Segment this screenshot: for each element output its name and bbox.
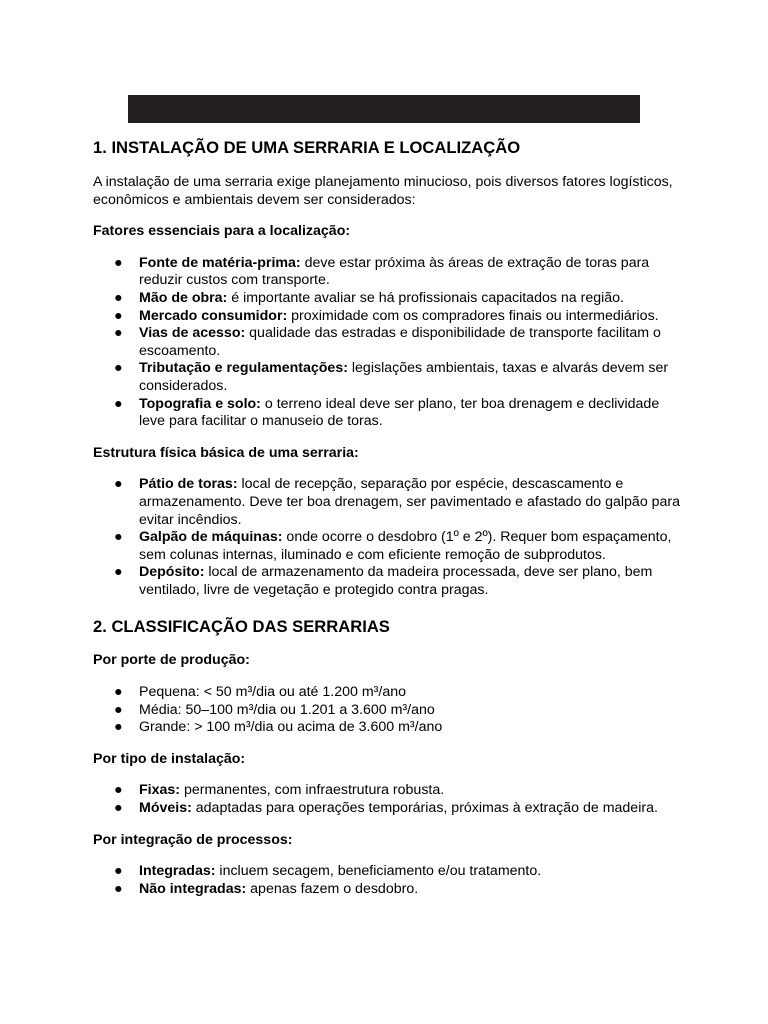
bullet-icon: ● — [114, 880, 123, 897]
bullet-icon: ● — [114, 476, 123, 493]
item-text: local de recepção, separação por espécie, descascamento e armazenamento. Deve ter boa drenagem, ser pavimentado e afastado do galpão para evitar incêndios. — [139, 476, 681, 528]
bullet-icon: ● — [114, 289, 123, 306]
item-text: local de armazenamento da madeira processada, deve ser plano, bem ventilado, livre de vegetação e protegido contra pragas. — [139, 564, 653, 598]
item-text: permanentes, com infraestrutura robusta. — [180, 782, 445, 799]
item-term: Depósito: — [139, 564, 205, 581]
bullet-icon: ● — [114, 360, 123, 377]
list-item — [93, 702, 683, 720]
item-text: incluem secagem, beneficiamento e/ou tratamento. — [215, 863, 542, 880]
item-term: Pátio de toras: — [139, 476, 238, 493]
bullet-icon: ● — [114, 782, 123, 799]
item-text: Média: 50–100 m³/dia ou 1.201 a 3.600 m³/ano — [139, 701, 435, 718]
item-term: Fixas: — [139, 782, 181, 799]
item-text: deve estar próxima às áreas de extração de toras para reduzir custos com transporte. — [139, 254, 650, 289]
bullet-icon: ● — [114, 395, 123, 412]
item-term: Galpão de máquinas: — [139, 529, 283, 546]
integracao-label: Por integração de processos: — [93, 831, 293, 848]
item-text: onde ocorre o desdobro (1º e 2º). Requer bom espaçamento, sem colunas internas, iluminado e com eficiente remoção de subprodutos. — [139, 529, 672, 563]
bullet-icon: ● — [114, 800, 123, 817]
item-term: Integradas: — [139, 863, 216, 880]
bullet-icon: ● — [114, 564, 123, 581]
item-term: Tributação e regulamentações: — [139, 360, 348, 377]
item-term: Mão de obra: — [139, 289, 228, 306]
fatores-list — [93, 255, 683, 431]
document-content — [93, 138, 683, 898]
item-term: Mercado consumidor: — [139, 307, 288, 324]
list-item — [93, 800, 683, 818]
tipo-list — [93, 782, 683, 817]
bullet-icon: ● — [114, 684, 123, 701]
item-text: legislações ambientais, taxas e alvarás devem ser considerados. — [139, 360, 669, 394]
list-item — [93, 719, 683, 737]
estrutura-list — [93, 476, 683, 599]
list-item — [93, 308, 683, 326]
item-text: Grande: > 100 m³/dia ou acima de 3.600 m³/ano — [139, 719, 443, 736]
bullet-icon: ● — [114, 719, 123, 736]
tipo-label: Por tipo de instalação: — [93, 750, 246, 767]
item-text: o terreno ideal deve ser plano, ter boa drenagem e declividade leve para facilitar o manuseio de toras. — [139, 395, 660, 430]
porte-label: Por porte de produção: — [93, 652, 250, 669]
bullet-icon: ● — [114, 701, 123, 718]
list-item — [93, 396, 683, 431]
integracao-list — [93, 863, 683, 898]
item-text: qualidade das estradas e disponibilidade de transporte facilitam o escoamento. — [139, 325, 661, 359]
section1-title: 1. INSTALAÇÃO DE UMA SERRARIA E LOCALIZAÇÃO — [93, 138, 521, 157]
list-item — [93, 325, 683, 360]
item-text: é importante avaliar se há profissionais capacitados na região. — [227, 289, 624, 306]
section2-title: 2. CLASSIFICAÇÃO DAS SERRARIAS — [93, 617, 390, 637]
porte-list — [93, 684, 683, 737]
item-term: Vias de acesso: — [139, 325, 246, 342]
item-term: Móveis: — [139, 800, 192, 817]
item-term: Não integradas: — [139, 880, 247, 897]
item-term: Topografia e solo: — [139, 395, 261, 412]
estrutura-label: Estrutura física básica de uma serraria: — [93, 444, 359, 461]
list-item — [93, 782, 683, 800]
header-banner — [128, 95, 640, 123]
list-item — [93, 529, 683, 564]
list-item — [93, 255, 683, 290]
bullet-icon: ● — [114, 529, 123, 546]
list-item — [93, 863, 683, 881]
bullet-icon: ● — [114, 863, 123, 880]
bullet-icon: ● — [114, 254, 123, 271]
bullet-icon: ● — [114, 325, 123, 342]
list-item — [93, 360, 683, 395]
list-item — [93, 564, 683, 599]
fatores-label: Fatores essenciais para a localização: — [93, 223, 351, 240]
item-text: Pequena: < 50 m³/dia ou até 1.200 m³/ano — [139, 684, 406, 701]
item-text: adaptadas para operações temporárias, próximas à extração de madeira. — [191, 800, 658, 817]
list-item — [93, 684, 683, 702]
section1-intro: A instalação de uma serraria exige planejamento minucioso, pois diversos fatores logísticos, econômicos e ambientais devem ser considerados: — [93, 174, 673, 208]
list-item — [93, 881, 683, 899]
list-item — [93, 476, 683, 529]
list-item — [93, 290, 683, 308]
item-term: Fonte de matéria-prima: — [139, 254, 301, 271]
bullet-icon: ● — [114, 307, 123, 324]
item-text: proximidade com os compradores finais ou intermediários. — [287, 307, 659, 324]
item-text: apenas fazem o desdobro. — [246, 880, 419, 897]
